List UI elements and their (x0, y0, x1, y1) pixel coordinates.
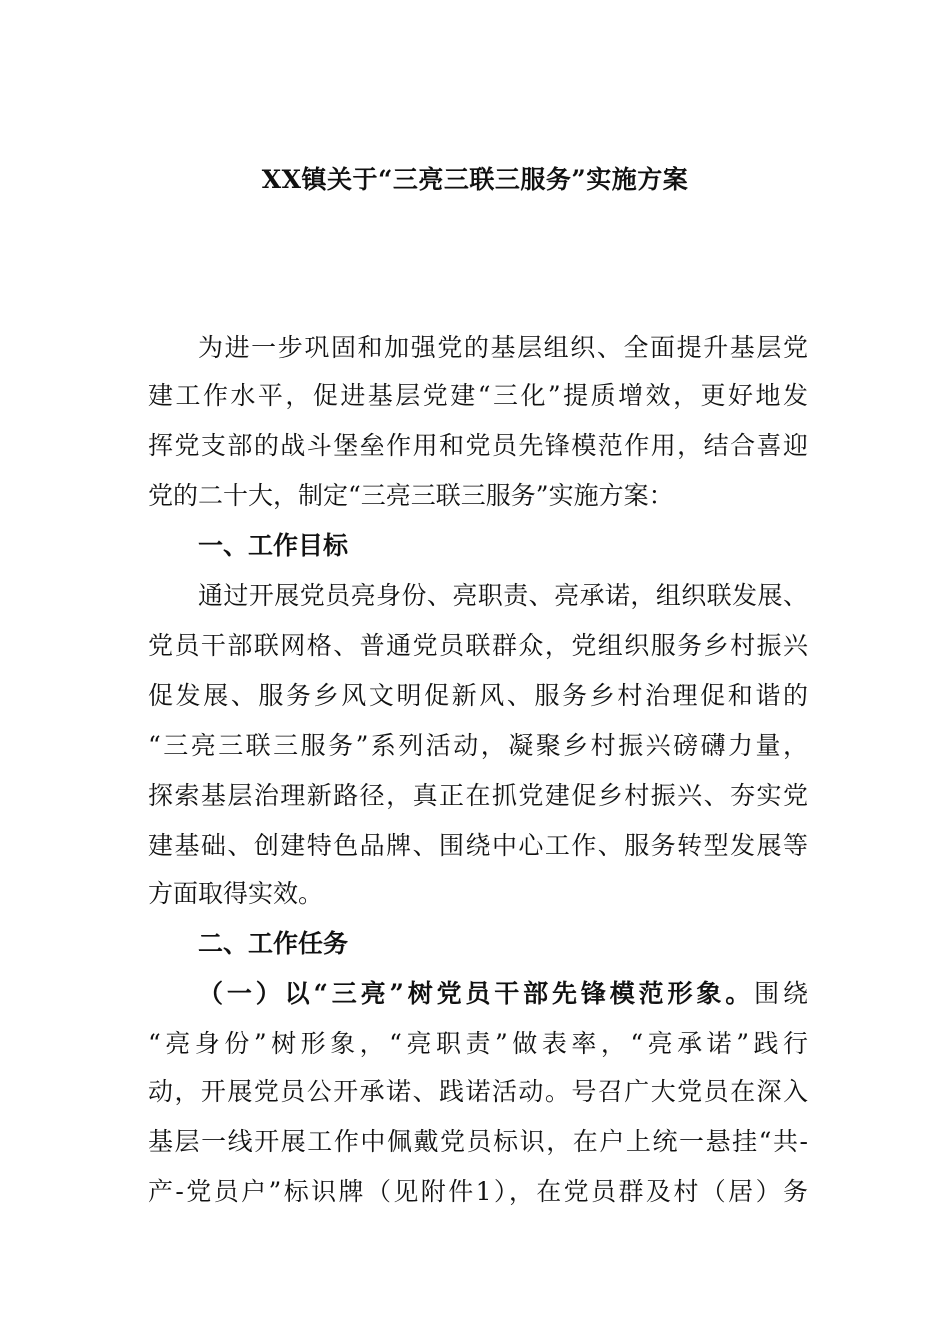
section2-line-4: 产-党员户”标识牌（见附件1），在党员群及村（居）务 (148, 1177, 808, 1206)
section1-line-4: “三亮三联三服务”系列活动，凝聚乡村振兴磅礴力量， (148, 731, 808, 760)
section1-line-6: 建基础、创建特色品牌、围绕中心工作、服务转型发展等 (148, 831, 808, 860)
intro-line-2: 建工作水平，促进基层党建“三化”提质增效，更好地发 (148, 381, 808, 410)
section1-line-2: 党员干部联网格、普通党员联群众，党组织服务乡村振兴 (148, 631, 808, 660)
section2-line-3: 基层一线开展工作中佩戴党员标识，在户上统一悬挂“共- (148, 1127, 808, 1156)
intro-line-1: 为进一步巩固和加强党的基层组织、全面提升基层党 (198, 333, 808, 362)
section1-line-3: 促发展、服务乡风文明促新风、服务乡村治理促和谐的 (148, 681, 808, 710)
section2-sub1-tail: 围绕 (754, 979, 808, 1008)
intro-line-3: 挥党支部的战斗堡垒作用和党员先锋模范作用，结合喜迎 (148, 431, 808, 460)
section2-line-2: 动，开展党员公开承诺、践诺活动。号召广大党员在深入 (148, 1077, 808, 1106)
document-title: XX镇关于“三亮三联三服务”实施方案 (261, 165, 689, 194)
section1-line-7: 方面取得实效。 (148, 879, 324, 908)
section2-sub1-line (198, 974, 808, 1014)
section2-heading: 二、工作任务 (198, 929, 349, 958)
section1-line-5: 探索基层治理新路径，真正在抓党建促乡村振兴、夯实党 (148, 781, 808, 810)
section1-line-1: 通过开展党员亮身份、亮职责、亮承诺，组织联发展、 (198, 581, 808, 610)
intro-line-4: 党的二十大，制定“三亮三联三服务”实施方案： (148, 481, 674, 510)
section2-sub1-heading: （一）以“三亮”树党员干部先锋模范形象。 (198, 979, 755, 1008)
section2-line-1: “亮身份”树形象，“亮职责”做表率，“亮承诺”践行 (148, 1029, 808, 1058)
section1-heading: 一、工作目标 (198, 531, 349, 560)
